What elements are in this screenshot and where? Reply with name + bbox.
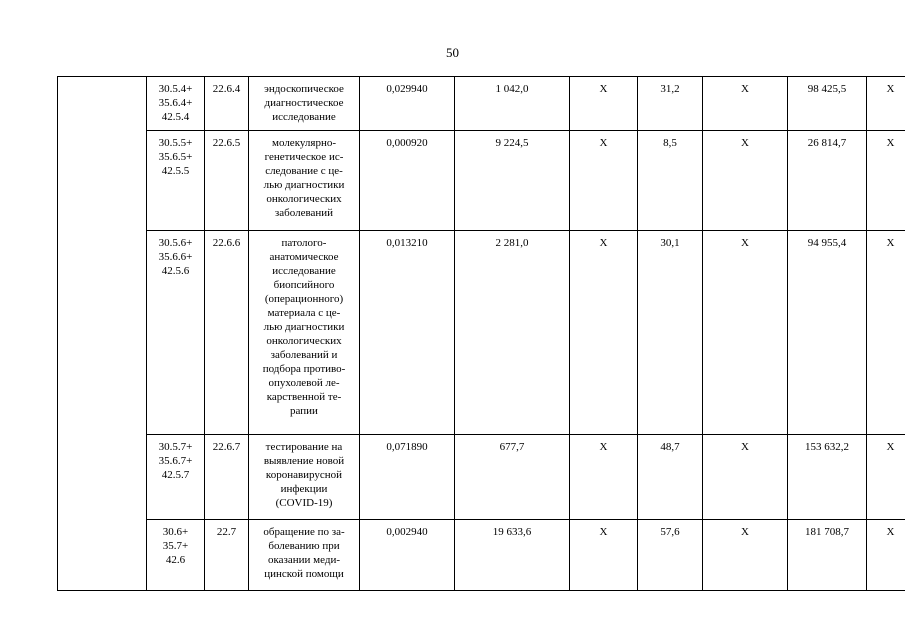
cell-codes: 30.5.7+ 35.6.7+ 42.5.7 — [147, 435, 205, 520]
cell-x-mark: Х — [703, 435, 788, 520]
cell-name: патолого- анатомическое исследование биопсийного (операционного) материала с це- лью диагностики онкологических заболеваний и подбора противо- опухолевой ле- карственной те- рапии — [249, 231, 360, 435]
cell-cost: 9 224,5 — [455, 131, 570, 231]
cell-x-mark: Х — [570, 435, 638, 520]
table-row — [58, 231, 905, 435]
cell-row-number: 22.7 — [205, 520, 249, 591]
data-table — [57, 76, 905, 591]
table-row — [58, 77, 905, 131]
cell-value: 8,5 — [638, 131, 703, 231]
cell-x-mark: Х — [703, 520, 788, 591]
cell-value: 31,2 — [638, 77, 703, 131]
cell-row-number: 22.6.6 — [205, 231, 249, 435]
cell-coefficient: 0,002940 — [360, 520, 455, 591]
cell-x-mark: Х — [570, 520, 638, 591]
cell-x-mark: Х — [570, 131, 638, 231]
cell-name: тестирование на выявление новой коронавирусной инфекции (COVID-19) — [249, 435, 360, 520]
cell-coefficient: 0,029940 — [360, 77, 455, 131]
cell-total: 94 955,4 — [788, 231, 867, 435]
cell-cost: 1 042,0 — [455, 77, 570, 131]
cell-row-number: 22.6.5 — [205, 131, 249, 231]
cell-value: 57,6 — [638, 520, 703, 591]
table-row — [58, 131, 905, 231]
cell-x-mark: Х — [570, 231, 638, 435]
cell-cost: 677,7 — [455, 435, 570, 520]
cell-x-mark: Х — [867, 77, 905, 131]
cell-row-number: 22.6.4 — [205, 77, 249, 131]
cell-total: 26 814,7 — [788, 131, 867, 231]
cell-x-mark: Х — [703, 231, 788, 435]
cell-name: обращение по за- болеванию при оказании меди- цинской помощи — [249, 520, 360, 591]
cell-codes: 30.6+ 35.7+ 42.6 — [147, 520, 205, 591]
cell-codes: 30.5.5+ 35.6.5+ 42.5.5 — [147, 131, 205, 231]
cell-coefficient: 0,013210 — [360, 231, 455, 435]
cell-total: 153 632,2 — [788, 435, 867, 520]
cell-coefficient: 0,071890 — [360, 435, 455, 520]
cell-x-mark: Х — [570, 77, 638, 131]
cell-cost: 2 281,0 — [455, 231, 570, 435]
table-row — [58, 435, 905, 520]
cell-codes: 30.5.6+ 35.6.6+ 42.5.6 — [147, 231, 205, 435]
cell-x-mark: Х — [867, 435, 905, 520]
cell-codes: 30.5.4+ 35.6.4+ 42.5.4 — [147, 77, 205, 131]
cell-value: 30,1 — [638, 231, 703, 435]
cell-cost: 19 633,6 — [455, 520, 570, 591]
cell-name: молекулярно- генетическое ис- следование с це- лью диагностики онкологических заболеваний — [249, 131, 360, 231]
cell-total: 98 425,5 — [788, 77, 867, 131]
empty-group-cell — [58, 77, 147, 591]
cell-x-mark: Х — [867, 131, 905, 231]
cell-value: 48,7 — [638, 435, 703, 520]
table-row — [58, 520, 905, 591]
page-number: 50 — [446, 45, 459, 60]
cell-x-mark: Х — [703, 131, 788, 231]
cell-name: эндоскопическое диагностическое исследование — [249, 77, 360, 131]
cell-x-mark: Х — [867, 231, 905, 435]
cell-coefficient: 0,000920 — [360, 131, 455, 231]
cell-row-number: 22.6.7 — [205, 435, 249, 520]
cell-x-mark: Х — [867, 520, 905, 591]
cell-total: 181 708,7 — [788, 520, 867, 591]
cell-x-mark: Х — [703, 77, 788, 131]
